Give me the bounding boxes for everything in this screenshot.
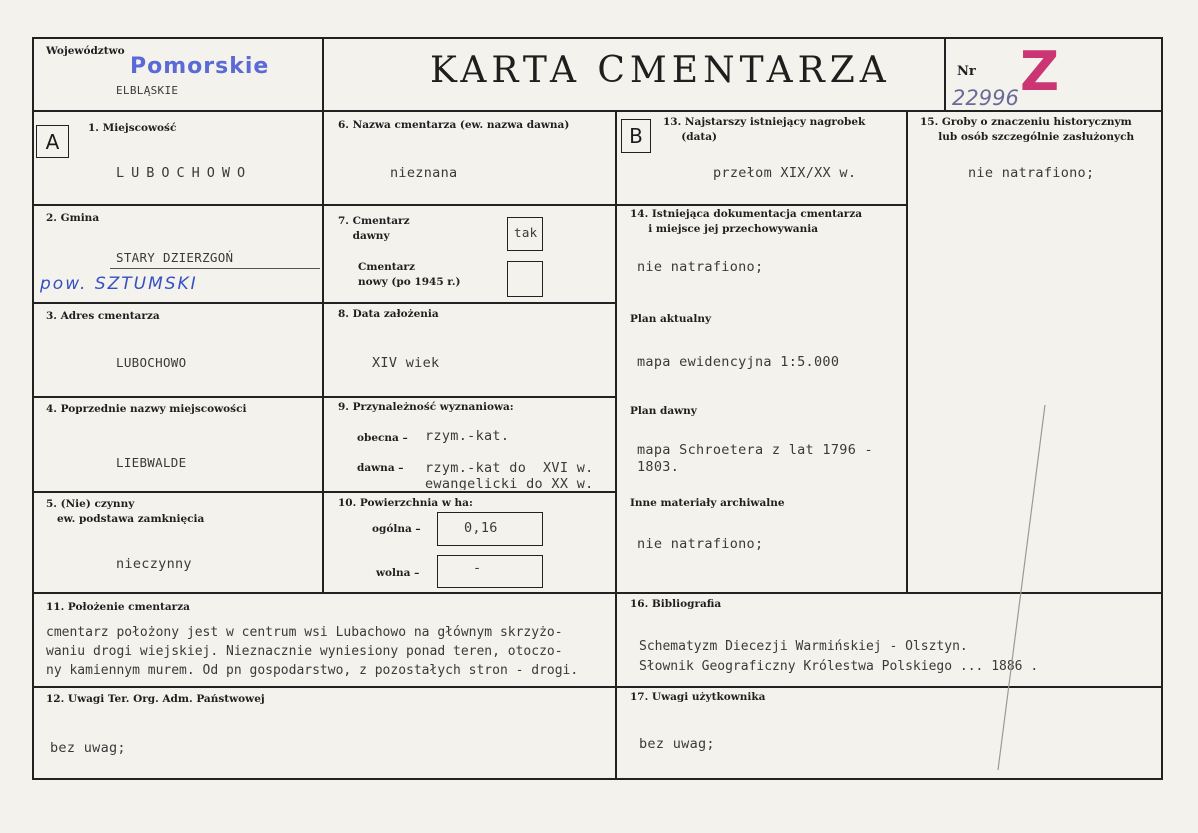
f17-value: bez uwag; — [639, 736, 715, 752]
f2-value: STARY DZIERZGOŃ — [116, 250, 234, 265]
f14-value: nie natrafiono; — [637, 259, 764, 275]
f2-handwritten-powiat: pow. SZTUMSKI — [40, 274, 198, 294]
f12-value: bez uwag; — [50, 740, 126, 756]
f9-dawna-label: dawna – — [357, 462, 404, 474]
f10-wolna-box — [437, 555, 543, 588]
header-divider-left — [322, 37, 324, 112]
f3-value: LUBOCHOWO — [116, 355, 187, 370]
plan-aktualny-label: Plan aktualny — [630, 313, 712, 325]
row-divider-4 — [32, 491, 615, 493]
f9-obecna-label: obecna – — [357, 432, 408, 444]
f4-value: LIEBWALDE — [116, 455, 187, 470]
wojewodztwo-label: Województwo — [46, 45, 125, 57]
f2-label: 2. Gmina — [46, 212, 100, 224]
nr-label: Nr — [957, 64, 976, 79]
f9-label: 9. Przynależność wyznaniowa: — [338, 401, 514, 413]
f3-label: 3. Adres cmentarza — [46, 310, 160, 322]
f1-label: 1. Miejscowość — [88, 122, 177, 134]
col-divider-mid — [615, 110, 617, 780]
f16-label: 16. Bibliografia — [630, 598, 722, 610]
f8-value: XIV wiek — [372, 355, 440, 371]
f10-wolna-label: wolna – — [376, 567, 420, 579]
page-title: KARTA CMENTARZA — [430, 50, 891, 91]
pencil-stroke — [990, 400, 1050, 780]
f5-label: 5. (Nie) czynny ew. podstawa zamknięcia — [46, 498, 205, 525]
row-divider-b — [615, 204, 906, 206]
f10-ogolna-value: 0,16 — [464, 520, 498, 536]
f12-label: 12. Uwagi Ter. Org. Adm. Państwowej — [46, 693, 265, 705]
f6-label: 6. Nazwa cmentarza (ew. nazwa dawna) — [338, 119, 570, 131]
f15-label: 15. Groby o znaczeniu historycznym lub osób szczególnie zasłużonych — [920, 116, 1135, 143]
f13-label: 13. Najstarszy istniejący nagrobek (data) — [663, 116, 866, 143]
f7-check-dawny-value: tak — [514, 225, 538, 240]
f17-label: 17. Uwagi użytkownika — [630, 691, 766, 703]
f7-label-nowy: Cmentarz nowy (po 1945 r.) — [358, 261, 461, 288]
f7-label-dawny: 7. Cmentarz dawny — [338, 215, 410, 242]
f14-label: 14. Istniejąca dokumentacja cmentarza i miejsce jej przechowywania — [630, 208, 863, 235]
plan-dawny-label: Plan dawny — [630, 405, 697, 417]
row-divider-2 — [32, 302, 615, 304]
f9-dawna-value: rzym.-kat do XVI w. ewangelicki do XX w. — [425, 460, 594, 490]
col-divider-a — [322, 110, 324, 594]
f6-value: nieznana — [390, 165, 458, 181]
wojewodztwo-stamp: Pomorskie — [130, 54, 270, 79]
f4-label: 4. Poprzednie nazwy miejscowości — [46, 403, 247, 415]
col-divider-b — [906, 110, 908, 594]
f13-value: przełom XIX/XX w. — [713, 165, 857, 181]
header-divider — [32, 110, 1163, 112]
plan-dawny-value: mapa Schroetera z lat 1796 - 1803. — [637, 442, 873, 475]
f5-value: nieczynny — [116, 556, 192, 572]
f8-label: 8. Data założenia — [338, 308, 439, 320]
inne-materialy-label: Inne materiały archiwalne — [630, 497, 785, 509]
f11-label: 11. Położenie cmentarza — [46, 601, 190, 613]
header-divider-right — [944, 37, 946, 112]
f7-checkbox-nowy — [507, 261, 543, 297]
f9-obecna-value: rzym.-kat. — [425, 428, 510, 444]
section-a-marker: A — [36, 125, 69, 158]
gmina-underline — [110, 268, 320, 269]
nr-number: 22996 — [952, 86, 1019, 110]
row-divider-1 — [32, 204, 615, 206]
f10-label: 10. Powierzchnia w ha: — [338, 497, 473, 509]
inne-materialy-value: nie natrafiono; — [637, 536, 764, 552]
f10-ogolna-label: ogólna – — [372, 523, 421, 535]
f16-value: Schematyzm Diecezji Warmińskiej - Olsztyn. Słownik Geograficzny Królestwa Polskiego ... 1886 . — [639, 639, 1039, 674]
nr-letter: Z — [1020, 40, 1060, 103]
plan-aktualny-value: mapa ewidencyjna 1:5.000 — [637, 354, 840, 370]
f11-value: cmentarz położony jest w centrum wsi Lubachowo na głównym skrzyżo- waniu drogi wiejskiej. Nieznacznie wyniesiony ponad teren, otoczo- ny kamiennym murem. Od pn gospodarstwo, z pozostałych stron - drogi. — [46, 625, 579, 678]
section-b-marker: B — [621, 119, 651, 153]
wojewodztwo-old: ELBLĄSKIE — [116, 84, 179, 97]
row-divider-3 — [32, 396, 615, 398]
f10-wolna-value: - — [473, 560, 482, 576]
f1-value: LUBOCHOWO — [116, 165, 253, 181]
f15-value: nie natrafiono; — [968, 165, 1095, 181]
